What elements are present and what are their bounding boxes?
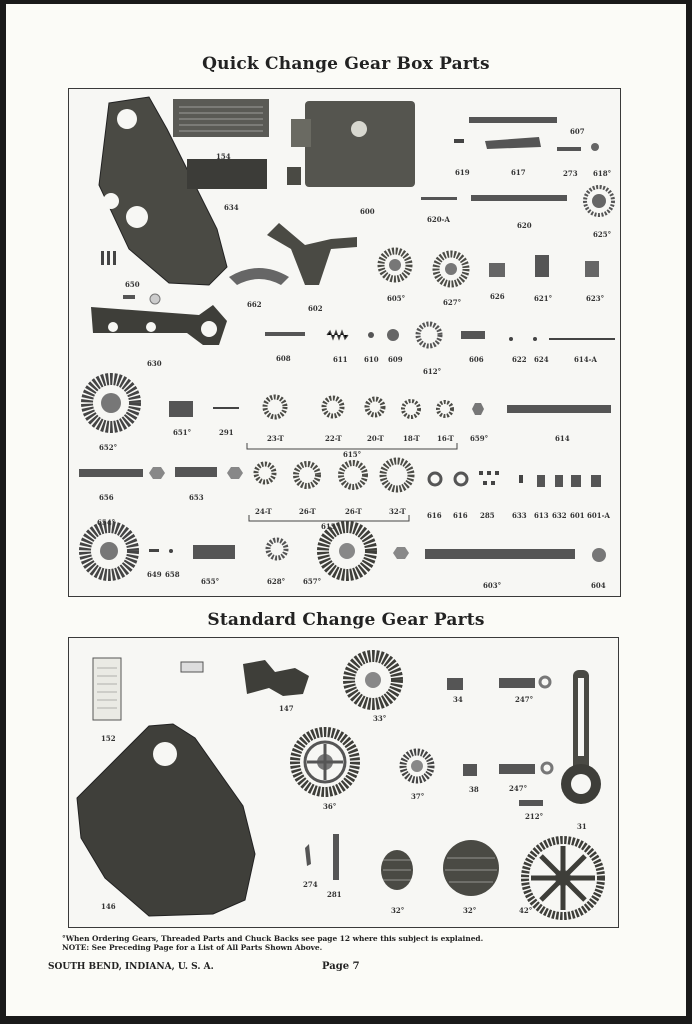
part-label: 654° [97,518,116,527]
quick-change-parts-photo [68,88,621,597]
part-label: 152 [101,734,116,743]
part-label: 630 [147,359,162,368]
part-label: 633 [512,511,527,520]
part-label: 620 [517,221,532,230]
part-label: 605° [387,294,406,303]
part-label: 31 [577,822,587,831]
part-label: 659° [470,434,489,443]
part-label: 625° [593,230,612,239]
part-label: 628° [267,577,286,586]
part-label: 620-A [427,215,450,224]
part-label: 613 [534,511,549,520]
footnote-ordering: °When Ordering Gears, Threaded Parts and Chuck Backs see page 12 where this subject is explained. [62,934,484,943]
part-label: 26-T [299,507,316,516]
part-label: 274 [303,880,318,889]
part-label: 621° [534,294,553,303]
part-label: 601 [570,511,585,520]
part-label: 649 [147,570,162,579]
part-label: 614-A [574,355,597,364]
part-label: 32° [463,906,477,915]
part-label: 614 [555,434,570,443]
part-label: 655° [201,577,220,586]
part-label: 36° [323,802,337,811]
part-label: 42° [519,906,533,915]
part-label: 33° [373,714,387,723]
standard-change-parts-illustration [69,638,618,927]
part-label: 291 [219,428,234,437]
part-label: 612° [423,367,442,376]
footnote-note: NOTE: See Preceding Page for a List of All Parts Shown Above. [62,943,323,952]
part-label: 626 [490,292,505,301]
part-label: 606 [469,355,484,364]
part-label: 601-A [587,511,610,520]
part-label: 611 [333,355,348,364]
part-label: 653 [189,493,204,502]
part-label: 634 [224,203,239,212]
part-label: 657° [303,577,322,586]
part-label: 24-T [255,507,272,516]
part-label: 23-T [267,434,284,443]
part-label: 662 [247,300,262,309]
part-label: 146 [101,902,116,911]
section-title-standard-change: Standard Change Gear Parts [207,610,485,630]
part-label: 656 [99,493,114,502]
part-label: 37° [411,792,425,801]
part-label: 247° [515,695,534,704]
part-label: 609 [388,355,403,364]
part-label: 608 [276,354,291,363]
part-label: 154 [216,152,231,161]
part-label: 32° [391,906,405,915]
part-label: 34 [453,695,463,704]
part-label: 273 [563,169,578,178]
part-label: 18-T [403,434,420,443]
part-label: 651° [173,428,192,437]
part-label: 212° [525,812,544,821]
part-label: 615° [321,522,340,531]
part-label: 604 [591,581,606,590]
part-label: 607 [570,127,585,136]
part-label: 616 [427,511,442,520]
part-label: 616 [453,511,468,520]
standard-change-parts-photo [68,637,619,928]
footer-location: SOUTH BEND, INDIANA, U. S. A. [48,962,214,972]
part-label: 38 [469,785,479,794]
part-label: 600 [360,207,375,216]
part-label: 603° [483,581,502,590]
part-label: 619 [455,168,470,177]
part-label: 26-T [345,507,362,516]
part-label: 632 [552,511,567,520]
catalog-page [6,4,686,1016]
part-label: 247° [509,784,528,793]
part-label: 622 [512,355,527,364]
part-label: 281 [327,890,342,899]
part-label: 285 [480,511,495,520]
part-label: 32-T [389,507,406,516]
part-label: 624 [534,355,549,364]
part-label: 618° [593,169,612,178]
part-label: 658 [165,570,180,579]
part-label: 623° [586,294,605,303]
part-label: 147 [279,704,294,713]
part-label: 627° [443,298,462,307]
page-number: Page 7 [322,961,360,972]
part-label: 615° [343,450,362,459]
part-label: 617 [511,168,526,177]
part-label: 16-T [437,434,454,443]
part-label: 650 [125,280,140,289]
part-label: 22-T [325,434,342,443]
section-title-quick-change: Quick Change Gear Box Parts [202,54,490,74]
part-label: 610 [364,355,379,364]
part-label: 20-T [367,434,384,443]
part-label: 602 [308,304,323,313]
part-label: 652° [99,443,118,452]
